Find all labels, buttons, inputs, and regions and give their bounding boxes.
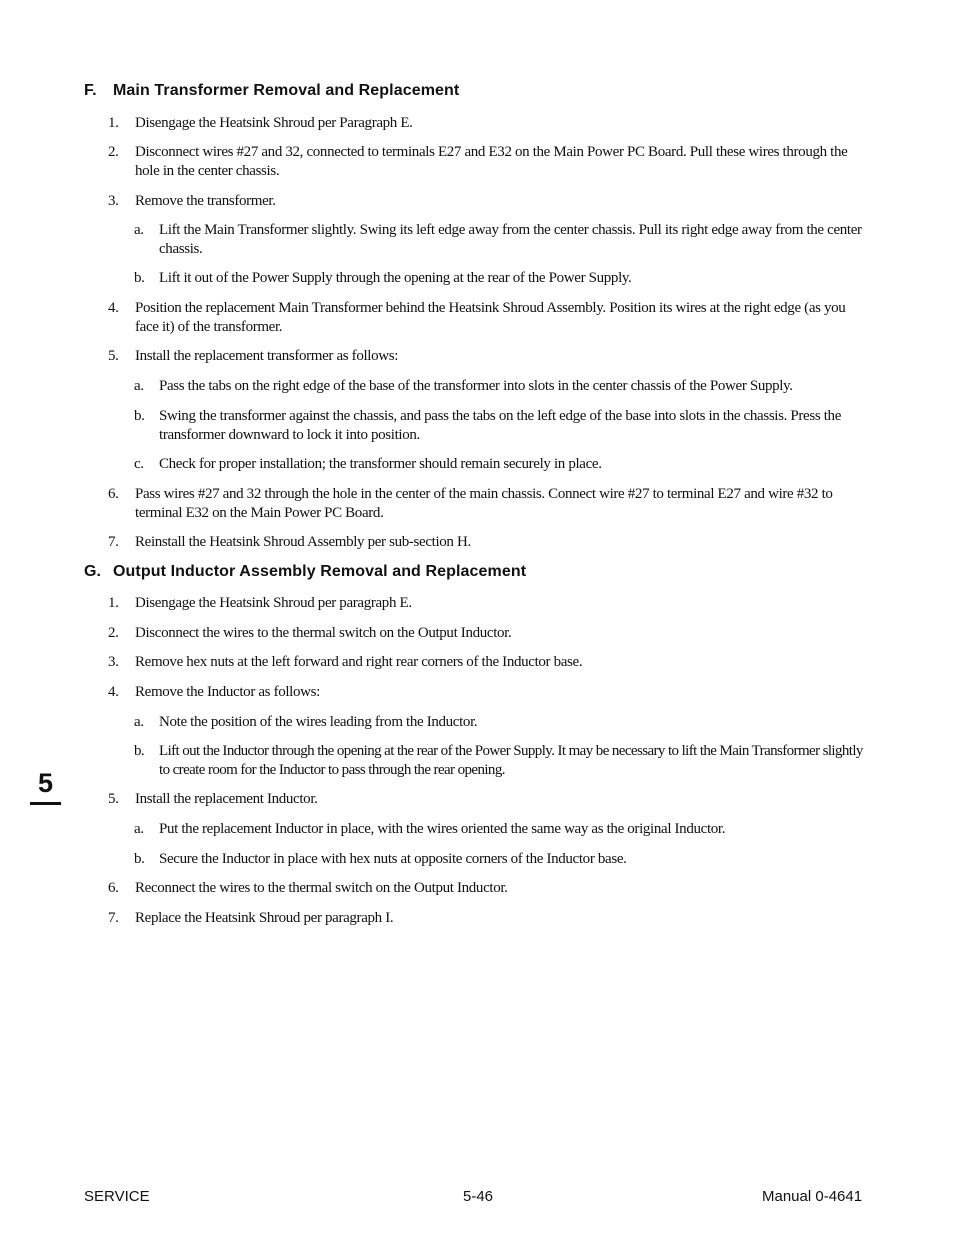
footer-page-number: 5-46 <box>463 1188 494 1205</box>
sub-item-letter: a. <box>134 222 144 238</box>
item-text: Replace the Heatsink Shroud per paragraph I. <box>135 910 394 926</box>
list-item <box>108 347 872 366</box>
section-heading-f <box>84 82 459 100</box>
sub-item-letter: b. <box>134 408 145 424</box>
item-text: Install the replacement transformer as follows: <box>135 348 399 364</box>
list-item <box>108 683 872 702</box>
item-number: 6. <box>108 486 119 502</box>
sub-item-text: Put the replacement Inductor in place, with the wires oriented the same way as the original Inductor. <box>159 821 726 837</box>
sub-item-letter: a. <box>134 378 144 394</box>
item-number: 2. <box>108 144 119 160</box>
sub-item-text: Swing the transformer against the chassis, and pass the tabs on the left edge of the base into slots in the chassis. Press the transformer downward to lock it into position. <box>159 408 842 443</box>
sub-item-letter: b. <box>134 743 145 759</box>
list-item <box>108 192 872 211</box>
section-letter: G. <box>84 563 102 580</box>
list-item <box>108 594 872 613</box>
sub-list-item <box>134 742 872 780</box>
sub-item-text: Lift the Main Transformer slightly. Swing its left edge away from the center chassis. Pull its right edge away from the center chassis. <box>159 222 862 257</box>
list-item <box>108 485 872 523</box>
sub-item-text: Secure the Inductor in place with hex nuts at opposite corners of the Inductor base. <box>159 851 627 867</box>
item-number: 1. <box>108 595 119 611</box>
item-text: Install the replacement Inductor. <box>135 791 318 807</box>
item-number: 3. <box>108 654 119 670</box>
sub-item-text: Check for proper installation; the transformer should remain securely in place. <box>159 456 602 472</box>
item-number: 7. <box>108 910 119 926</box>
sub-list-item <box>134 820 872 839</box>
sub-item-text: Lift it out of the Power Supply through the opening at the rear of the Power Supply. <box>159 270 632 286</box>
sub-list-item <box>134 455 872 474</box>
list-item <box>108 114 872 133</box>
footer-section-label: SERVICE <box>84 1188 150 1205</box>
item-text: Remove the transformer. <box>135 193 276 209</box>
list-item <box>108 143 872 181</box>
item-text: Disconnect wires #27 and 32, connected to terminals E27 and E32 on the Main Power PC Board. Pull these wires through the hole in the center chassis. <box>135 144 848 179</box>
sub-item-letter: c. <box>134 456 144 472</box>
list-item <box>108 653 872 672</box>
item-text: Reconnect the wires to the thermal switch on the Output Inductor. <box>135 880 508 896</box>
item-text: Disconnect the wires to the thermal switch on the Output Inductor. <box>135 625 512 641</box>
item-number: 5. <box>108 348 119 364</box>
chapter-tab-rule <box>30 802 61 805</box>
item-text: Pass wires #27 and 32 through the hole in the center of the main chassis. Connect wire #27 to terminal E27 and wire #32 to terminal E32 on the Main Power PC Board. <box>135 486 833 521</box>
list-item <box>108 909 872 928</box>
item-text: Remove hex nuts at the left forward and right rear corners of the Inductor base. <box>135 654 583 670</box>
sub-item-text: Pass the tabs on the right edge of the base of the transformer into slots in the center chassis of the Power Supply. <box>159 378 793 394</box>
item-text: Remove the Inductor as follows: <box>135 684 320 700</box>
sub-list-item <box>134 713 872 732</box>
item-text: Disengage the Heatsink Shroud per Paragraph E. <box>135 115 413 131</box>
sub-list-item <box>134 407 872 445</box>
sub-item-letter: b. <box>134 270 145 286</box>
sub-item-text: Note the position of the wires leading from the Inductor. <box>159 714 478 730</box>
list-item <box>108 879 872 898</box>
sub-item-text: Lift out the Inductor through the opening at the rear of the Power Supply. It may be necessary to lift the Main Transformer slightly to create room for the Inductor to pass through the rear opening. <box>159 743 863 778</box>
sub-list-item <box>134 377 872 396</box>
list-item <box>108 624 872 643</box>
section-title: Main Transformer Removal and Replacement <box>113 82 460 99</box>
list-item <box>108 790 872 809</box>
sub-item-letter: a. <box>134 714 144 730</box>
sub-item-letter: a. <box>134 821 144 837</box>
item-number: 6. <box>108 880 119 896</box>
item-number: 7. <box>108 534 119 550</box>
sub-list-item <box>134 850 872 869</box>
list-item <box>108 533 872 552</box>
sub-item-letter: b. <box>134 851 145 867</box>
sub-list-item <box>134 221 872 259</box>
item-number: 2. <box>108 625 119 641</box>
list-item <box>108 299 872 337</box>
item-number: 3. <box>108 193 119 209</box>
item-text: Reinstall the Heatsink Shroud Assembly per sub-section H. <box>135 534 471 550</box>
footer-manual-number: Manual 0-4641 <box>762 1188 863 1205</box>
item-text: Disengage the Heatsink Shroud per paragraph E. <box>135 595 412 611</box>
item-number: 4. <box>108 684 119 700</box>
chapter-tab-number: 5 <box>38 768 54 798</box>
sub-list-item <box>134 269 872 288</box>
item-number: 4. <box>108 300 119 316</box>
item-number: 1. <box>108 115 119 131</box>
section-heading-g <box>84 563 526 581</box>
item-text: Position the replacement Main Transformer behind the Heatsink Shroud Assembly. Position its wires at the right edge (as you face it) of the transformer. <box>135 300 846 335</box>
section-title: Output Inductor Assembly Removal and Replacement <box>113 563 527 580</box>
item-number: 5. <box>108 791 119 807</box>
section-letter: F. <box>84 82 97 99</box>
